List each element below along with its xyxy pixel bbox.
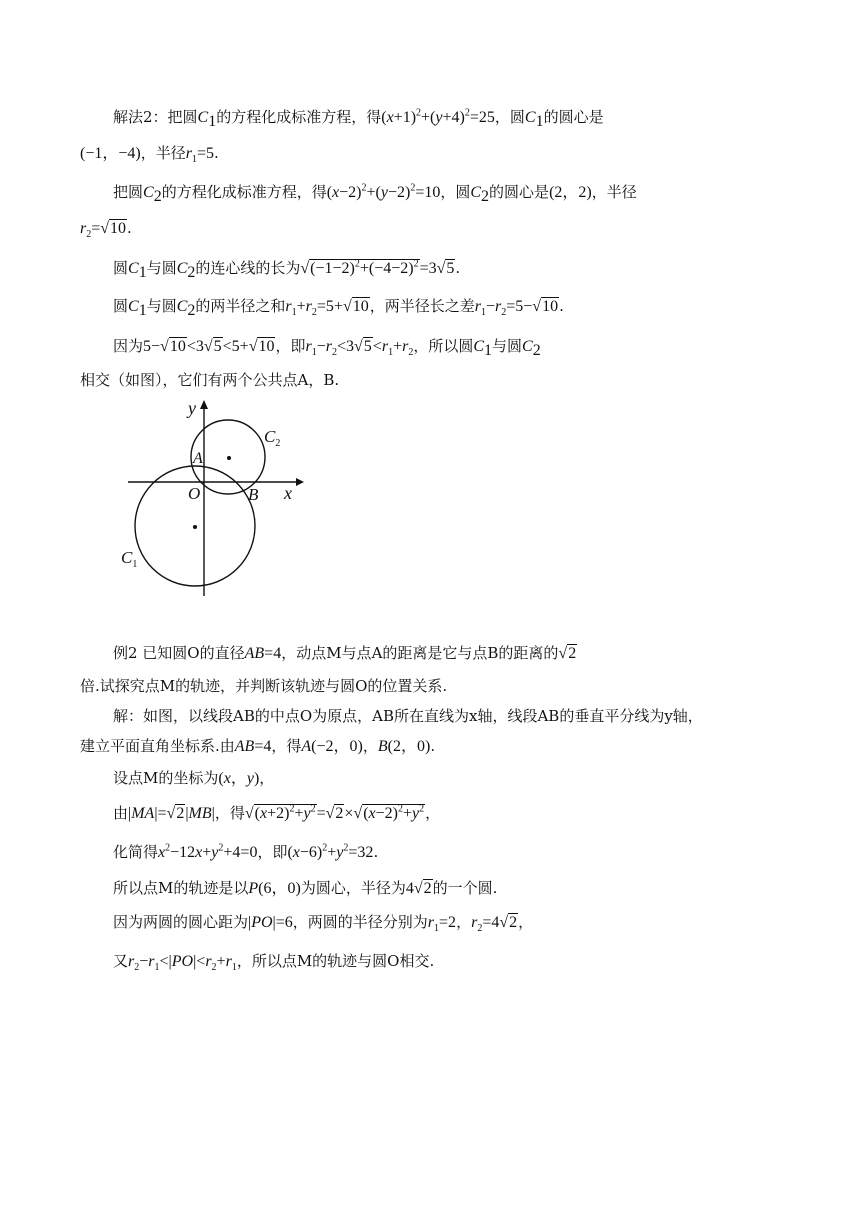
- text: 设点M的坐标为: [113, 769, 219, 787]
- text: 的一个圆.: [432, 879, 498, 897]
- text: 由: [113, 804, 129, 822]
- center-c2: [227, 456, 231, 460]
- x-axis-arrow: [296, 478, 304, 486]
- text: 为圆心，半径为: [300, 879, 406, 897]
- text: ，: [259, 769, 275, 787]
- text: 建立平面直角坐标系.由: [80, 737, 235, 755]
- p1-line1: 解法2：把圆$C_1$的方程化成标准方程，得$(x+1)^2+(y+4)^2=25$，圆$C_1$的圆心是: [113, 107, 604, 130]
- text: ，两半径长之差: [369, 297, 475, 315]
- text: ，即: [275, 337, 306, 355]
- ex2-sol5: 化简得$x^2-12x+y^2+4=0$，即$(x-6)^2+y^2=32$.: [113, 842, 379, 861]
- ex2-sol2: 建立平面直角坐标系.由AB=4，得A(−2，0)，B(2，0).: [80, 737, 436, 755]
- text: ，所以圆: [413, 337, 474, 355]
- text: 的两半径之和: [195, 297, 286, 315]
- text: 所以点M的轨迹是以: [113, 879, 249, 897]
- text: 的连心线的长为: [195, 259, 301, 277]
- text: 圆: [113, 297, 129, 315]
- p4-line: 圆$C_1$与圆$C_2$的两半径之和$r_1+r_2=5+√10$，两半径长之差$r_1-r_2=5-√10$.: [113, 297, 564, 319]
- center-c1: [193, 525, 197, 529]
- text: ，所以点M的轨迹与圆O相交.: [236, 952, 435, 970]
- ex2-sol1: 解：如图，以线段AB的中点O为原点，AB所在直线为x轴，线段AB的垂直平分线为y轴，: [113, 707, 703, 725]
- c1-label: $C_1$: [121, 548, 138, 570]
- text: 例2 已知圆O的直径: [113, 644, 245, 662]
- text: ，即: [257, 843, 288, 861]
- text: 的圆心是: [543, 108, 604, 126]
- text: 又: [113, 952, 129, 970]
- text: ，得: [271, 737, 302, 755]
- text: ，圆: [494, 108, 525, 126]
- ex2-sol7: 因为两圆的圆心距为|PO|=6，两圆的半径分别为$r_1=2$，$r_2=4√2$，: [113, 913, 534, 935]
- text: 圆: [113, 259, 129, 277]
- p2-line1: 把圆$C_2$的方程化成标准方程，得$(x-2)^2+(y-2)^2=10$，圆$C_2$的圆心是(2，2)，半径: [113, 182, 637, 205]
- text: ，: [362, 737, 378, 755]
- p5-line1: 因为5−√10<3√5<5+√10，即$r_1-r_2<3√5<r_1+r_2$，所以圆$C_1$与圆$C_2$: [113, 337, 541, 359]
- text: 与圆: [492, 337, 523, 355]
- ex2-sol3: 设点M的坐标为(x，y)，: [113, 769, 275, 787]
- text: ，: [518, 913, 534, 931]
- text: 化简得: [113, 843, 159, 861]
- text: ，: [456, 913, 472, 931]
- text: 的方程化成标准方程，得: [216, 108, 382, 126]
- y-label: y: [188, 398, 196, 418]
- text: 与圆: [146, 297, 177, 315]
- ex2-line1: 例2 已知圆O的直径AB=4，动点M与点A的距离是它与点B的距离的√2: [113, 644, 577, 662]
- text: 的方程化成标准方程，得: [161, 183, 327, 201]
- p5-line2: 相交（如图），它们有两个公共点A，B.: [80, 371, 340, 389]
- text: ，动点M与点A的距离是它与点B的距离的: [281, 644, 559, 662]
- p3-line: 圆$C_1$与圆$C_2$的连心线的长为$√(-1-2)^2+(-4-2)^2=3√5$.: [113, 258, 461, 281]
- text: ，两圆的半径分别为: [292, 913, 428, 931]
- circles-figure: [118, 396, 318, 606]
- text: 的圆心是: [489, 183, 550, 201]
- ex2-line2: 倍.试探究点M的轨迹，并判断该轨迹与圆O的位置关系.: [80, 677, 448, 695]
- p2-line2: $r_2=√10$.: [80, 219, 132, 241]
- p1-line2: (−1，−4)，半径$r_1=5$.: [80, 144, 219, 166]
- origin-label: O: [188, 484, 201, 503]
- text: 与圆: [146, 259, 177, 277]
- y-axis-arrow: [200, 400, 208, 409]
- c2-label: $C_2$: [264, 427, 281, 449]
- ex2-sol6: 所以点M的轨迹是以P(6，0)为圆心，半径为4√2的一个圆.: [113, 879, 498, 897]
- text: ，半径: [140, 144, 186, 162]
- text: ，得: [214, 804, 245, 822]
- ex2-sol4: 由|MA|=√2|MB|，得$√(x+2)^2+y^2=√2\times√(x-2)^2+y^2$，: [113, 803, 441, 822]
- text: 因为两圆的圆心距为: [113, 913, 249, 931]
- text: ，圆: [440, 183, 471, 201]
- point-b-label: B: [248, 485, 259, 504]
- ex2-sol8: 又$r_2-r_1<|PO|<r_2+r_1$，所以点M的轨迹与圆O相交.: [113, 952, 435, 974]
- x-label: x: [284, 483, 292, 503]
- text: 解法2：把圆: [113, 108, 198, 126]
- text: 把圆: [113, 183, 144, 201]
- point-a-label: A: [193, 450, 203, 467]
- text: ，半径: [591, 183, 637, 201]
- text: ，: [425, 804, 441, 822]
- text: 因为: [113, 337, 144, 355]
